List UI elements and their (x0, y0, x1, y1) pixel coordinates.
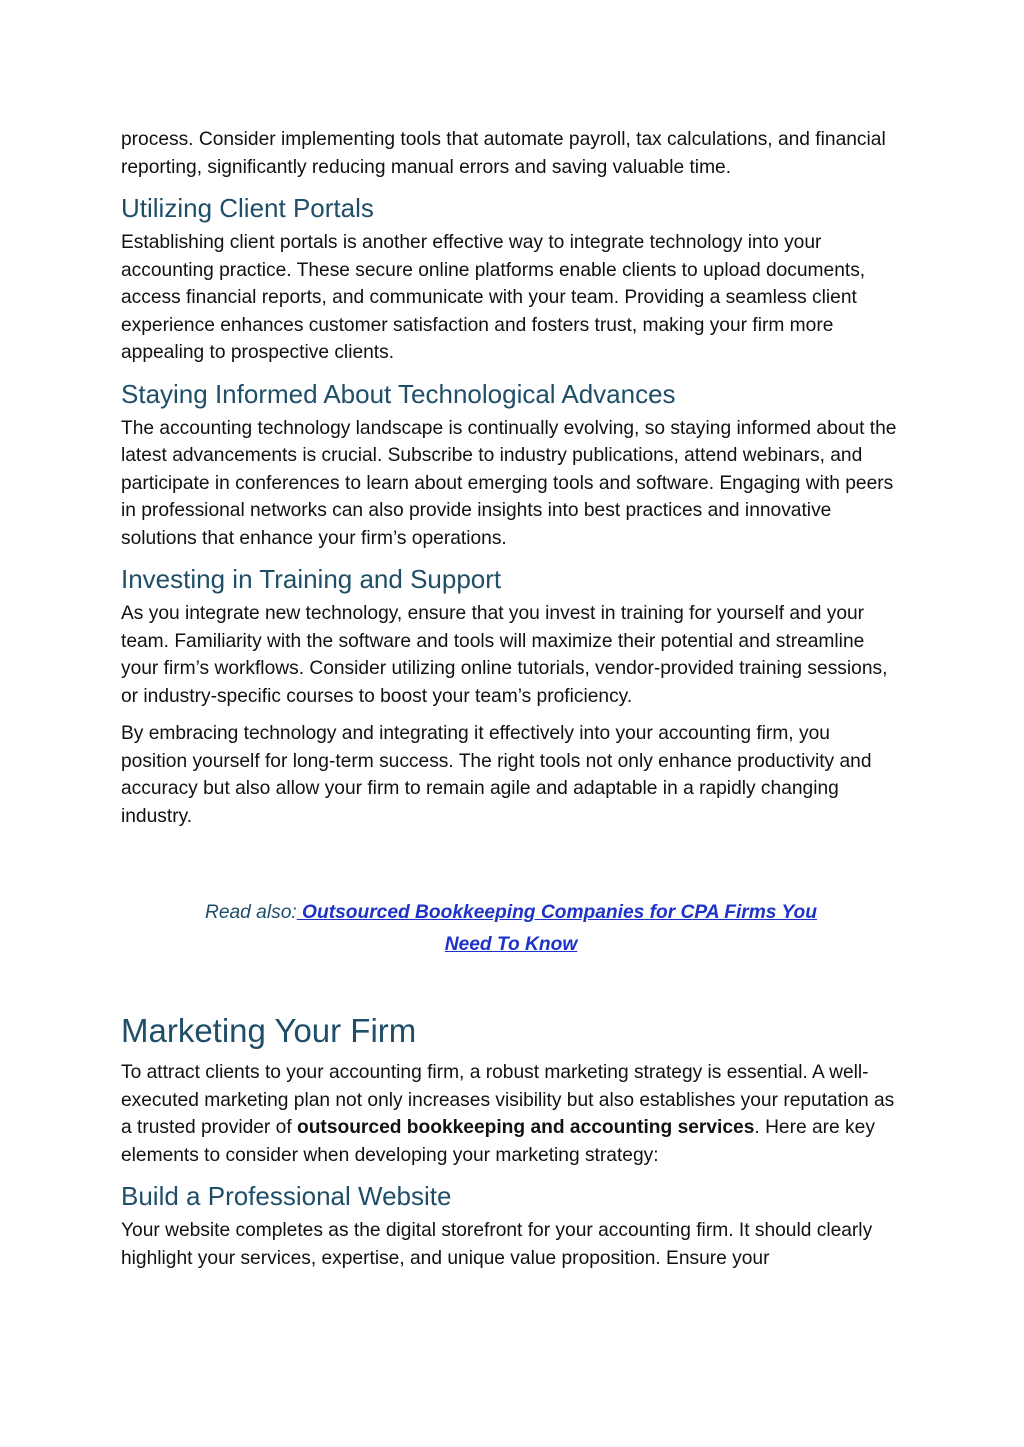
marketing-paragraph (121, 1059, 901, 1169)
heading-marketing: Marketing Your Firm (121, 1012, 417, 1049)
website-paragraph: Your website completes as the digital storefront for your accounting firm. It should clearly highlight your services, expertise, and unique value proposition. Ensure your (121, 1220, 873, 1269)
marketing-text-before: To attract clients to your accounting firm, a robust marketing strategy is essential. A well-executed marketing plan not only increases visibility but also establishes your reputation as a trusted provider of (121, 1062, 895, 1138)
conclusion-paragraph: By embracing technology and integrating it effectively into your accounting firm, you position yourself for long-term success. The right tools not only enhance productivity and accuracy but also allow your firm to remain agile and adaptable in a rapidly changing industry. (121, 723, 872, 827)
heading-staying-informed: Staying Informed About Technological Advances (121, 378, 676, 409)
heading-client-portals: Utilizing Client Portals (121, 193, 374, 223)
staying-informed-paragraph: The accounting technology landscape is continually evolving, so staying informed about the latest advancements is crucial. Subscribe to industry publications, attend webinars, and participate in conferences to learn about emerging tools and software. Engaging with peers in professional networks can also provide insights into best practices and innovative solutions that enhance your firm’s operations. (121, 417, 897, 549)
intro-paragraph: process. Consider implementing tools that automate payroll, tax calculations, and financial reporting, significantly reducing manual errors and saving valuable time. (121, 129, 886, 178)
read-also-link[interactable]: Outsourced Bookkeeping Companies for CPA Firms You Need To Know (296, 902, 817, 955)
marketing-bold-services: outsourced bookkeeping and accounting services (296, 1117, 755, 1138)
read-also-label: Read also: (204, 902, 297, 923)
marketing-text-after: . Here are key elements to consider when developing your marketing strategy: (121, 1117, 875, 1166)
training-paragraph: As you integrate new technology, ensure that you invest in training for yourself and your team. Familiarity with the software and tools will maximize their potential and streamline your firm’s workflows. Consider utilizing online tutorials, vendor-provided training sessions, or industry-specific courses to boost your team’s proficiency. (121, 603, 888, 707)
heading-training: Investing in Training and Support (121, 564, 502, 594)
read-also-callout (121, 897, 901, 961)
client-portals-paragraph: Establishing client portals is another effective way to integrate technology into your accounting practice. These secure online platforms enable clients to upload documents, access financial reports, and communicate with your team. Providing a seamless client experience enhances customer satisfaction and fosters trust, making your firm more appealing to prospective clients. (121, 232, 866, 363)
document-page (121, 126, 901, 1272)
heading-website: Build a Professional Website (121, 1181, 452, 1211)
